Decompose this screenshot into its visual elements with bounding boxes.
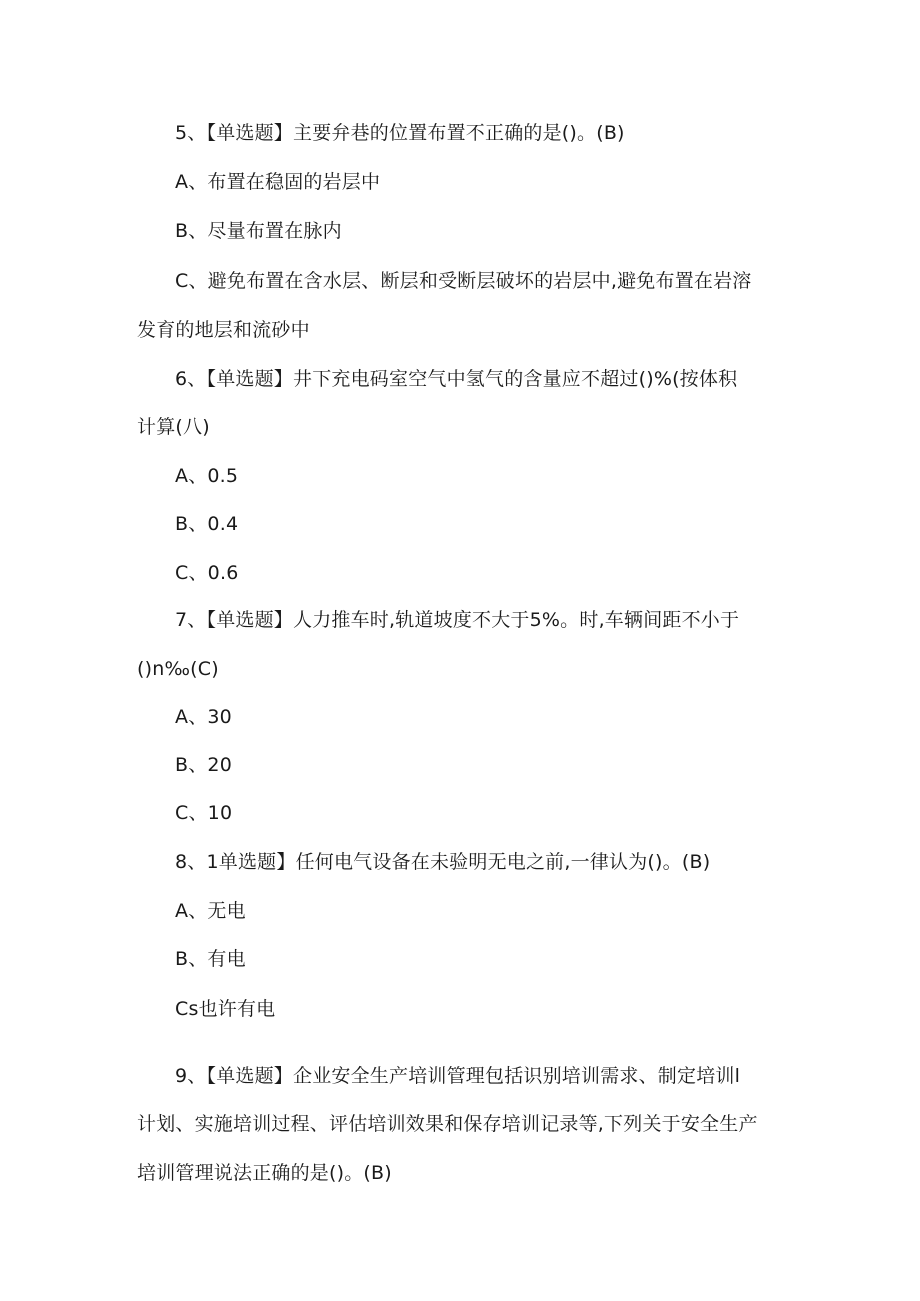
question-7-option-a: A、30 bbox=[175, 706, 232, 728]
question-6-option-b: B、0.4 bbox=[175, 513, 239, 535]
question-6-option-a: A、0.5 bbox=[175, 465, 239, 487]
question-8-option-b: B、有电 bbox=[175, 948, 246, 970]
question-6-option-c: C、0.6 bbox=[175, 562, 239, 584]
question-7-line-2: ()n‰(C) bbox=[137, 658, 219, 680]
question-6-line-1: 6、【单选题】井下充电码室空气中氢气的含量应不超过()%(按体积 bbox=[175, 368, 738, 390]
question-7-option-c: C、10 bbox=[175, 802, 233, 824]
question-8-line-1: 8、1单选题】任何电气设备在未验明无电之前,一律认为()。(B) bbox=[175, 851, 711, 873]
question-5-option-c-line-1: C、避免布置在含水层、断层和受断层破坏的岩层中,避免布置在岩溶 bbox=[175, 270, 752, 292]
question-7-option-b: B、20 bbox=[175, 754, 233, 776]
question-6-line-2: 计算(八) bbox=[137, 416, 210, 438]
question-7-line-1: 7、【单选题】人力推车时,轨道坡度不大于5%。时,车辆间距不小于 bbox=[175, 609, 740, 631]
question-8-option-a: A、无电 bbox=[175, 900, 246, 922]
question-9-line-1: 9、【单选题】企业安全生产培训管理包括识别培训需求、制定培训l bbox=[175, 1065, 741, 1087]
question-5-line-1: 5、【单选题】主要弁巷的位置布置不正确的是()。(B) bbox=[175, 122, 625, 144]
question-8-option-c: Cs也许有电 bbox=[175, 998, 276, 1020]
question-9-line-2: 计划、实施培训过程、评估培训效果和保存培训记录等,下列关于安全生产 bbox=[137, 1113, 758, 1135]
question-5-option-a: A、布置在稳固的岩层中 bbox=[175, 171, 381, 193]
question-9-line-3: 培训管理说法正确的是()。(B) bbox=[137, 1162, 392, 1184]
question-5-option-c-line-2: 发育的地层和流砂中 bbox=[137, 319, 310, 341]
question-5-option-b: B、尽量布置在脉内 bbox=[175, 220, 342, 242]
